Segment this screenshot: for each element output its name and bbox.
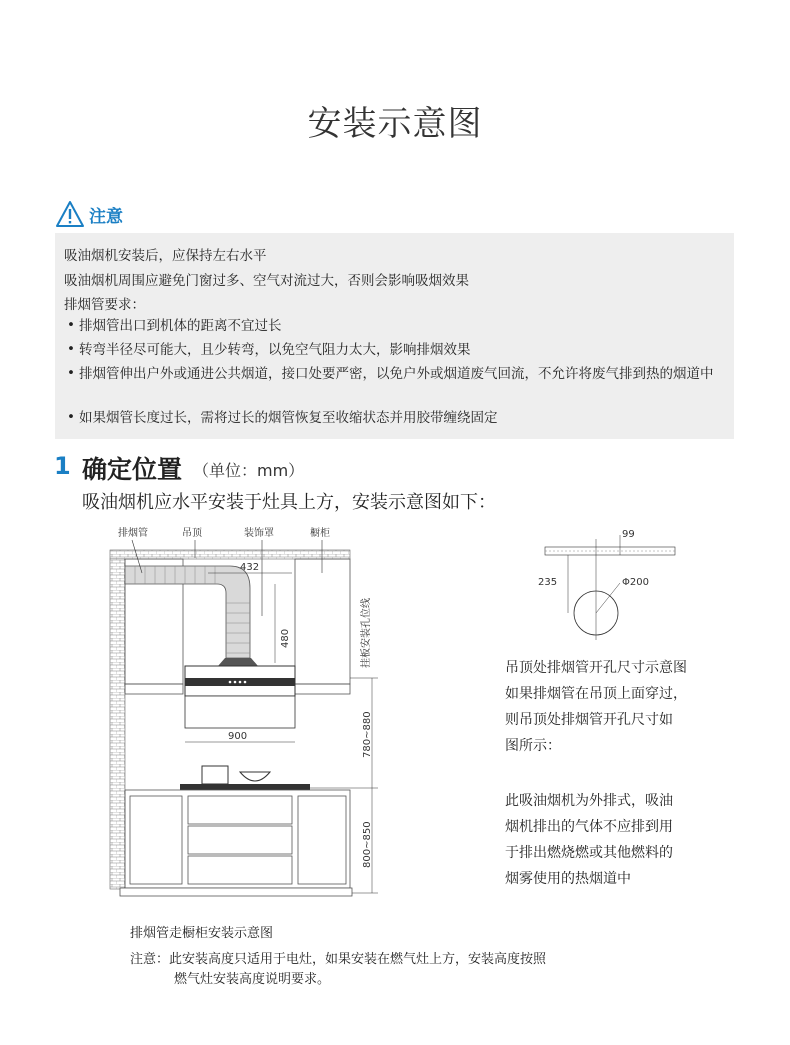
notice-box <box>55 233 734 439</box>
section-subtitle: 吸油烟机应水平安装于灶具上方，安装示意图如下： <box>82 492 496 513</box>
section-title: 确定位置 <box>82 455 183 484</box>
bottom-note-line2: 燃气灶安装高度说明要求。 <box>174 972 331 987</box>
label-cover: 装饰罩 <box>244 528 274 539</box>
installation-diagram <box>100 518 400 908</box>
ceiling-slab <box>110 550 350 559</box>
hood-lower <box>185 696 295 728</box>
exhaust-note-line: 此吸油烟机为外排式，吸油 <box>505 793 673 809</box>
exhaust-note-line: 于排出燃烧燃或其他燃料的 <box>505 845 673 861</box>
ceiling-hole-diagram <box>530 525 690 645</box>
dim-235: 235 <box>538 577 558 588</box>
notice-line: 吸油烟机安装后，应保持左右水平 <box>64 248 267 264</box>
bullet-text: 排烟管伸出户外或通进公共烟道，接口处要严密，以免户外或烟道废气回流，不允许将废气排到热的烟道中 <box>79 366 714 382</box>
pot <box>202 766 228 784</box>
exhaust-duct <box>125 566 250 658</box>
wall <box>110 559 125 889</box>
cooktop <box>180 784 310 790</box>
bullet-dot: • <box>67 409 75 425</box>
dim-780-880: 780~880 <box>362 711 373 758</box>
notice-line: 排烟管要求： <box>64 297 145 313</box>
hang-line-label: 挂板安装孔位线 <box>361 598 372 668</box>
dim-phi200: Φ200 <box>622 577 649 588</box>
label-cabinet: 橱柜 <box>310 528 330 539</box>
section-unit: （单位：mm） <box>193 461 305 480</box>
notice-header <box>55 196 123 232</box>
bullet-dot: • <box>67 365 75 381</box>
section-number: 1 <box>54 452 71 480</box>
upper-cabinet-right <box>295 559 350 684</box>
wok <box>240 772 270 781</box>
bullet-dot: • <box>67 317 75 333</box>
bullet-text: 排烟管出口到机体的距离不宜过长 <box>79 318 282 334</box>
bottom-note-prefix: 注意： <box>130 952 170 967</box>
bullet-text: 如果烟管长度过长，需将过长的烟管恢复至收缩状态并用胶带缠绕固定 <box>79 410 498 426</box>
main-caption: 排烟管走橱柜安装示意图 <box>130 926 274 941</box>
dim-480: 480 <box>280 628 291 648</box>
side-caption-line: 如果排烟管在吊顶上面穿过， <box>505 686 687 702</box>
exhaust-note-line: 烟雾使用的热烟道中 <box>505 871 631 887</box>
side-caption-line: 图所示： <box>505 738 561 754</box>
bottom-note <box>130 950 546 970</box>
warning-icon <box>55 200 85 228</box>
exhaust-note <box>505 788 725 892</box>
notice-label: 注意 <box>89 206 123 227</box>
exhaust-note-line: 烟机排出的气体不应排到用 <box>505 819 673 835</box>
label-ceiling: 吊顶 <box>182 528 202 539</box>
bullet-text: 转弯半径尽可能大，且少转弯，以免空气阻力太大，影响排烟效果 <box>79 342 471 358</box>
hood-neck <box>218 658 258 666</box>
side-caption-line: 则吊顶处排烟管开孔尺寸如 <box>505 712 673 728</box>
base-cabinet <box>125 790 350 888</box>
bullet-dot: • <box>67 341 75 357</box>
dim-900: 900 <box>228 731 248 742</box>
page-title: 安装示意图 <box>307 104 483 144</box>
dim-432: 432 <box>240 562 260 573</box>
notice-line: 吸油烟机周围应避免门窗过多、空气对流过大，否则会影响吸烟效果 <box>64 273 469 289</box>
label-duct: 排烟管 <box>118 528 148 539</box>
side-caption <box>505 655 725 759</box>
dim-99: 99 <box>622 529 635 540</box>
bottom-note-line1: 此安装高度只适用于电灶，如果安装在燃气灶上方，安装高度按照 <box>169 952 547 967</box>
dim-800-850: 800~850 <box>362 821 373 868</box>
side-caption-line: 吊顶处排烟管开孔尺寸示意图 <box>505 660 687 676</box>
